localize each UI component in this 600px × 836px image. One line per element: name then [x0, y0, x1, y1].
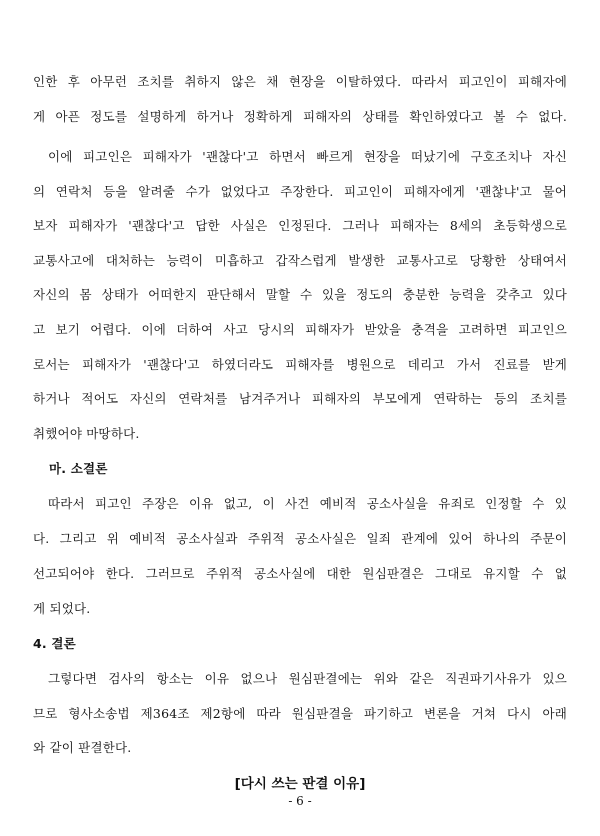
subsection-heading: 마. 소결론 — [49, 461, 108, 476]
body-line-10: 하거나 적어도 자신의 연락처를 남겨주거나 피해자의 부모에게 연락하는 등의 조치를 — [33, 391, 567, 406]
body-line-18: 그렇다면 검사의 항소는 이유 없으나 원심판결에는 위와 같은 직권파기사유가 있으 — [48, 671, 567, 686]
body-line-11: 취했어야 마땅하다. — [33, 426, 140, 441]
body-line-16: 게 되었다. — [33, 601, 91, 616]
body-line-7: 자신의 몸 상태가 어떠한지 판단해서 말할 수 있을 정도의 충분한 능력을 갖추고 있다 — [33, 287, 567, 302]
body-line-5: 보자 피해자가 '괜찮다'고 답한 사실은 인정된다. 그러나 피해자는 8세의 초등학생으로 — [33, 218, 567, 233]
section-heading: 4. 결론 — [33, 636, 76, 651]
body-line-3: 이에 피고인은 피해자가 '괜찮다'고 하면서 빠르게 현장을 떠났기에 구호조치나 자신 — [48, 149, 567, 164]
body-line-9: 로서는 피해자가 '괜찮다'고 하였더라도 피해자를 병원으로 데리고 가서 진료를 받게 — [33, 357, 567, 372]
body-line-20: 와 같이 판결한다. — [33, 740, 132, 755]
body-line-1: 인한 후 아무런 조치를 취하지 않은 채 현장을 이탈하였다. 따라서 피고인이 피해자에 — [33, 74, 567, 89]
body-line-14: 다. 그리고 위 예비적 공소사실과 주위적 공소사실은 일죄 관계에 있어 하나의 주문이 — [33, 531, 567, 546]
body-line-13: 따라서 피고인 주장은 이유 없고, 이 사건 예비적 공소사실을 유죄로 인정할 수 있 — [48, 496, 567, 511]
body-line-19: 므로 형사소송법 제364조 제2항에 따라 원심판결을 파기하고 변론을 거쳐 다시 아래 — [33, 706, 567, 721]
section-title: [다시 쓰는 판결 이유] — [234, 776, 366, 792]
body-line-6: 교통사고에 대처하는 능력이 미흡하고 갑작스럽게 발생한 교통사고로 당황한 상태여서 — [33, 253, 567, 268]
body-line-8: 고 보기 어렵다. 이에 더하여 사고 당시의 피해자가 받았을 충격을 고려하면 피고인으 — [33, 322, 567, 337]
body-line-2: 게 아픈 정도를 설명하게 하거나 정확하게 피해자의 상태를 확인하였다고 볼 수 없다. — [33, 109, 567, 124]
page-number: - 6 - — [288, 794, 312, 808]
body-line-15: 선고되어야 한다. 그러므로 주위적 공소사실에 대한 원심판결은 그대로 유지할 수 없 — [33, 566, 567, 581]
body-line-4: 의 연락처 등을 알려줄 수가 없었다고 주장한다. 피고인이 피해자에게 '괜찮냐'고 물어 — [33, 184, 567, 199]
